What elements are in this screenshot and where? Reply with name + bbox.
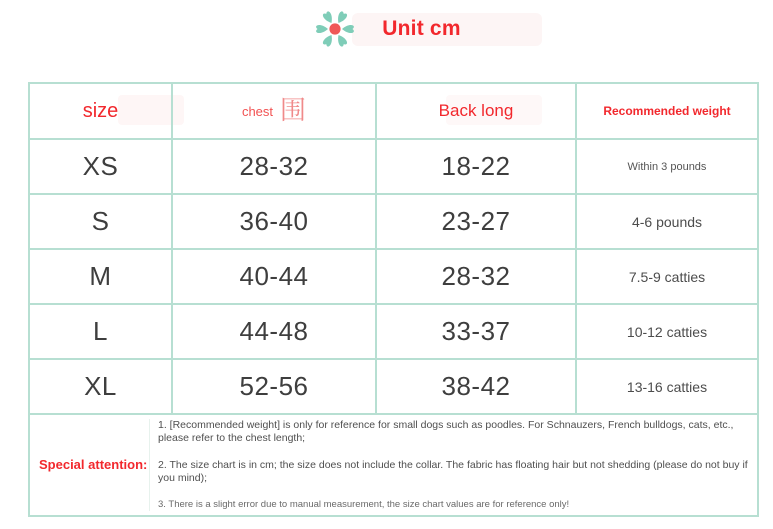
table-row: [29, 249, 758, 304]
table-row: [29, 139, 758, 194]
back-long-value: 28-32: [376, 249, 576, 304]
column-header-recommended-weight: [576, 83, 758, 139]
size-value: XS: [29, 139, 172, 194]
chest-value: 28-32: [172, 139, 376, 194]
column-header-back-long: [376, 83, 576, 139]
note-item-2: 2. The size chart is in cm; the size does not include the collar. The fabric has floating hair but not shedding (please do not buy if you mind);: [158, 459, 748, 484]
table-row: [29, 359, 758, 414]
column-header-size: [29, 83, 172, 139]
table-header-row: [29, 83, 758, 139]
note-item-3: 3. There is a slight error due to manual measurement, the size chart values are for reference only!: [158, 499, 570, 511]
chest-header-label: chest: [241, 103, 274, 119]
flower-icon: [312, 6, 358, 52]
size-value: L: [29, 304, 172, 359]
size-value: XL: [29, 359, 172, 414]
special-attention-label: Special attention:: [30, 419, 150, 511]
back-long-header-label: Back long: [438, 101, 514, 120]
back-long-value: 38-42: [376, 359, 576, 414]
weight-value: 4-6 pounds: [576, 194, 758, 249]
column-header-chest: [172, 83, 376, 139]
table-row: [29, 194, 758, 249]
size-value: S: [29, 194, 172, 249]
special-attention-row: [29, 414, 758, 516]
weight-value: 7.5-9 catties: [576, 249, 758, 304]
back-long-value: 18-22: [376, 139, 576, 194]
chest-value: 40-44: [172, 249, 376, 304]
recommended-weight-header-label: Recommended weight: [603, 104, 731, 118]
size-chart-table: [28, 82, 759, 517]
chest-value: 44-48: [172, 304, 376, 359]
page-header: [0, 6, 773, 52]
table-row: [29, 304, 758, 359]
page-title: Unit cm: [382, 17, 461, 40]
notes-list: [150, 419, 757, 511]
size-header-label: size: [82, 99, 119, 122]
chest-value: 36-40: [172, 194, 376, 249]
back-long-value: 33-37: [376, 304, 576, 359]
chest-value: 52-56: [172, 359, 376, 414]
weight-value: Within 3 pounds: [576, 139, 758, 194]
weight-value: 10-12 catties: [576, 304, 758, 359]
chest-girth-stamp-icon: 围: [280, 96, 307, 126]
size-value: M: [29, 249, 172, 304]
note-item-1: 1. [Recommended weight] is only for reference for small dogs such as poodles. For Schnauzers, French bulldogs, cats, etc., please refer to the chest length;: [158, 419, 734, 444]
back-long-value: 23-27: [376, 194, 576, 249]
weight-value: 13-16 catties: [576, 359, 758, 414]
